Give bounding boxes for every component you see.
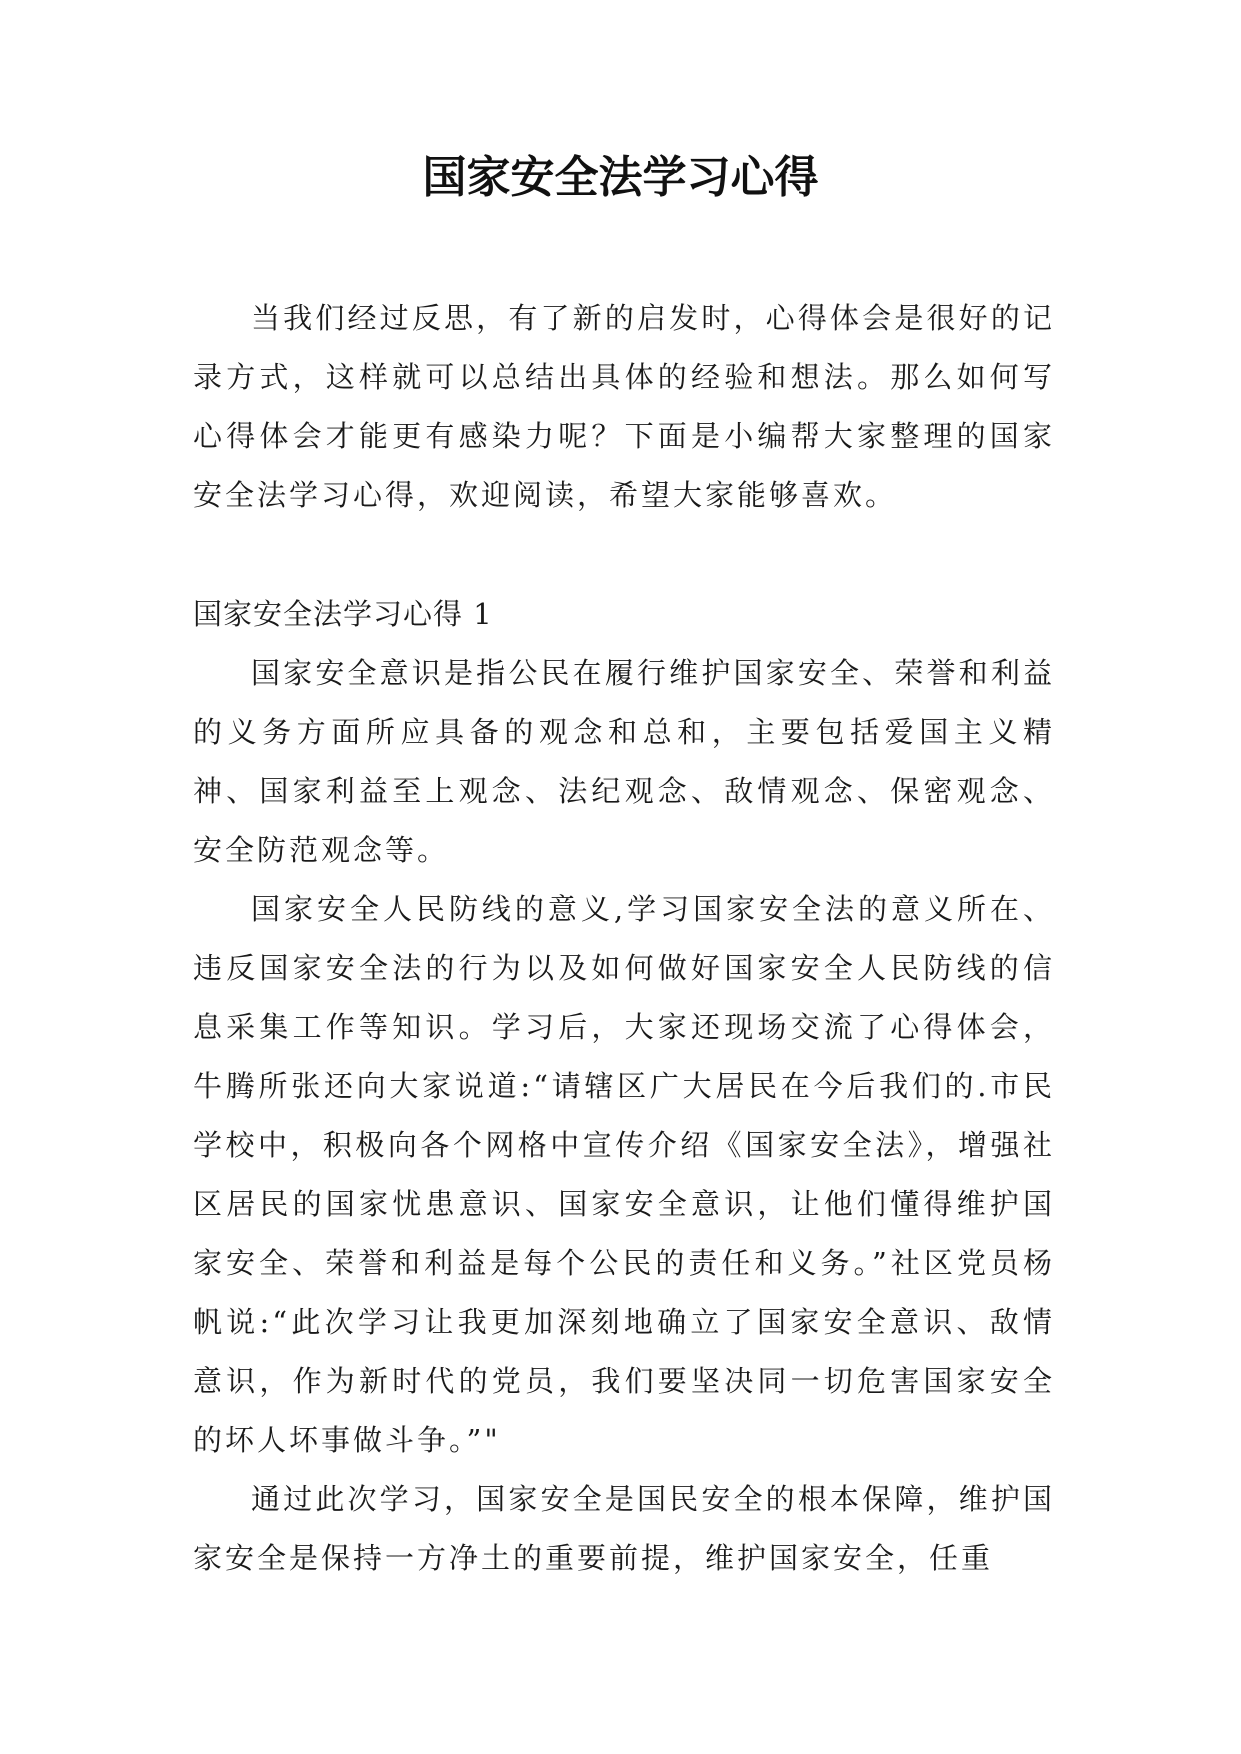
body-paragraph-3: 通过此次学习，国家安全是国民安全的根本保障，维护国家安全是保持一方净土的重要前提，维护国家安全，任重: [193, 1482, 1055, 1575]
section-heading: 国家安全法学习心得 1: [193, 597, 493, 631]
document-title: 国家安全法学习心得: [422, 152, 819, 203]
body-paragraph-1: 国家安全意识是指公民在履行维护国家安全、荣誉和利益的义务方面所应具备的观念和总和，主要包括爱国主义精神、国家利益至上观念、法纪观念、敌情观念、保密观念、安全防范观念等。: [193, 656, 1055, 867]
intro-paragraph: 当我们经过反思，有了新的启发时，心得体会是很好的记录方式，这样就可以总结出具体的经验和想法。那么如何写心得体会才能更有感染力呢？下面是小编帮大家整理的国家安全法学习心得，欢迎阅读，希望大家能够喜欢。: [193, 301, 1055, 512]
document-body: [193, 289, 1055, 1588]
body-paragraph-2: 国家安全人民防线的意义,学习国家安全法的意义所在、违反国家安全法的行为以及如何做好国家安全人民防线的信息采集工作等知识。学习后，大家还现场交流了心得体会，牛腾所张还向大家说道:“请辖区广大居民在今后我们的.市民学校中，积极向各个网格中宣传介绍《国家安全法》，增强社区居民的国家忧患意识、国家安全意识，让他们懂得维护国家安全、荣誉和利益是每个公民的责任和义务。”社区党员杨帆说:“此次学习让我更加深刻地确立了国家安全意识、敌情意识，作为新时代的党员，我们要坚决同一切危害国家安全的坏人坏事做斗争。”": [193, 892, 1055, 1457]
